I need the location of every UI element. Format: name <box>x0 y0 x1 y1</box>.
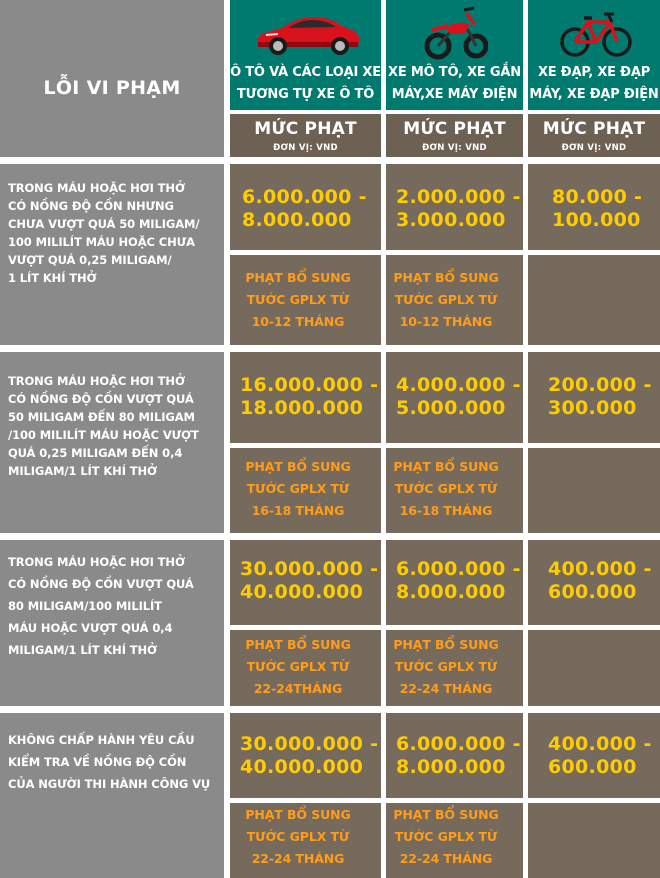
violation-cell <box>0 713 224 878</box>
fine-cell-bicycle <box>528 713 660 798</box>
fine-value: 80.000 - 100.000 <box>552 186 643 231</box>
extra-penalty-text: PHẠT BỔ SUNG TƯỚC GPLX TỪ 10-12 THÁNG <box>245 270 351 329</box>
fine-cell-car <box>230 540 381 625</box>
extra-penalty-text: PHẠT BỔ SUNG TƯỚC GPLX TỪ 22-24THÁNG <box>245 637 351 696</box>
fine-cell-bicycle <box>528 164 660 250</box>
violation-text: TRONG MÁU HOẶC HƠI THỞ CÓ NỒNG ĐỘ CỒN VƯỢT QUÁ 80 MILIGAM/100 MILILÍT MÁU HOẶC VƯỢT QUÁ 0,4 MILIGAM/1 LÍT KHÍ THỞ <box>8 555 194 657</box>
vehicle-label-motorbike: XE MÔ TÔ, XE GẮN MÁY,XE MÁY ĐIỆN <box>388 65 521 102</box>
fine-header-bicycle <box>528 114 660 157</box>
extra-penalty-text: PHẠT BỔ SUNG TƯỚC GPLX TỪ 22-24 THÁNG <box>393 807 499 866</box>
fine-unit-label: ĐƠN VỊ: VND <box>561 143 627 153</box>
fine-cell-motorbike <box>386 540 523 625</box>
extra-penalty-cell-car <box>230 803 381 878</box>
extra-penalty-text: PHẠT BỔ SUNG TƯỚC GPLX TỪ 16-18 THÁNG <box>245 459 351 518</box>
fine-cell-motorbike <box>386 352 523 443</box>
violation-cell <box>0 540 224 706</box>
violation-cell <box>0 352 224 533</box>
vehicle-label-bicycle: XE ĐẠP, XE ĐẠP MÁY, XE ĐẠP ĐIỆN <box>529 65 659 102</box>
violation-text: TRONG MÁU HOẶC HƠI THỞ CÓ NỒNG ĐỘ CỒN VƯỢT QUÁ 50 MILIGAM ĐẾN 80 MILIGAM /100 MILILÍT MÁU HOẶC VƯỢT QUÁ 0,25 MILIGAM ĐẾN 0,4 MILIGAM/1 LÍT KHÍ THỞ <box>8 374 199 478</box>
fine-cell-motorbike <box>386 713 523 798</box>
extra-penalty-cell-car <box>230 630 381 706</box>
fine-cell-car <box>230 164 381 250</box>
extra-penalty-cell-motorbike <box>386 630 523 706</box>
extra-penalty-cell-car <box>230 448 381 533</box>
extra-penalty-text: PHẠT BỔ SUNG TƯỚC GPLX TỪ 22-24 THÁNG <box>393 637 499 696</box>
fine-value: 30.000.000 - 40.000.000 <box>240 558 379 603</box>
violation-text: KHÔNG CHẤP HÀNH YÊU CẦU KIỂM TRA VỀ NỒNG ĐỘ CỒN CỦA NGƯỜI THI HÀNH CÔNG VỤ <box>8 733 211 791</box>
extra-penalty-cell-bicycle <box>528 630 660 706</box>
fine-cell-bicycle <box>528 352 660 443</box>
extra-penalty-cell-bicycle <box>528 803 660 878</box>
fine-value: 16.000.000 - 18.000.000 <box>240 374 379 419</box>
fine-value: 6.000.000 - 8.000.000 <box>396 733 521 778</box>
violation-cell <box>0 164 224 345</box>
fine-header-title: MỨC PHẠT <box>542 119 646 139</box>
fine-cell-bicycle <box>528 540 660 625</box>
extra-penalty-text: PHẠT BỔ SUNG TƯỚC GPLX TỪ 10-12 THÁNG <box>393 270 499 329</box>
extra-penalty-cell-car <box>230 255 381 345</box>
fine-unit-label: ĐƠN VỊ: VND <box>422 143 487 153</box>
fine-value: 2.000.000 - 3.000.000 <box>396 186 521 231</box>
fine-cell-motorbike <box>386 164 523 250</box>
fine-header-motorbike <box>386 114 523 157</box>
violation-header-title: LỖI VI PHẠM <box>43 76 181 99</box>
motorbike-icon <box>424 4 488 64</box>
extra-penalty-text: PHẠT BỔ SUNG TƯỚC GPLX TỪ 22-24 THÁNG <box>245 807 351 866</box>
fine-header-car <box>230 114 381 157</box>
vehicle-header-motorbike <box>386 0 523 110</box>
fine-value: 6.000.000 - 8.000.000 <box>396 558 521 603</box>
fine-value: 30.000.000 - 40.000.000 <box>240 733 379 778</box>
extra-penalty-cell-motorbike <box>386 803 523 878</box>
vehicle-label-car: Ô TÔ VÀ CÁC LOẠI XE TƯƠNG TỰ XE Ô TÔ <box>230 65 381 102</box>
vehicle-header-bicycle <box>528 0 660 110</box>
extra-penalty-cell-bicycle <box>528 255 660 345</box>
fine-header-title: MỨC PHẠT <box>403 119 506 139</box>
violation-header-cell <box>0 0 224 157</box>
fine-value: 200.000 - 300.000 <box>548 374 652 419</box>
fine-value: 400.000 - 600.000 <box>548 733 652 778</box>
extra-penalty-cell-bicycle <box>528 448 660 533</box>
extra-penalty-cell-motorbike <box>386 255 523 345</box>
fine-cell-car <box>230 713 381 798</box>
bicycle-icon <box>560 8 632 64</box>
fine-value: 6.000.000 - 8.000.000 <box>242 186 367 231</box>
fine-value: 400.000 - 600.000 <box>548 558 652 603</box>
vehicle-header-car <box>230 0 381 110</box>
fine-cell-car <box>230 352 381 443</box>
extra-penalty-text: PHẠT BỔ SUNG TƯỚC GPLX TỪ 16-18 THÁNG <box>393 459 499 518</box>
violation-text: TRONG MÁU HOẶC HƠI THỞ CÓ NỒNG ĐỘ CỒN NHƯNG CHƯA VƯỢT QUÁ 50 MILIGAM/ 100 MILILÍT MÁU HOẶC CHƯA VƯỢT QUÁ 0,25 MILIGAM/ 1 LÍT KHÍ THỞ <box>8 181 200 285</box>
fine-unit-label: ĐƠN VỊ: VND <box>273 143 338 153</box>
extra-penalty-cell-motorbike <box>386 448 523 533</box>
fine-value: 4.000.000 - 5.000.000 <box>396 374 521 419</box>
car-icon <box>252 6 362 62</box>
fine-header-title: MỨC PHẠT <box>254 119 357 139</box>
